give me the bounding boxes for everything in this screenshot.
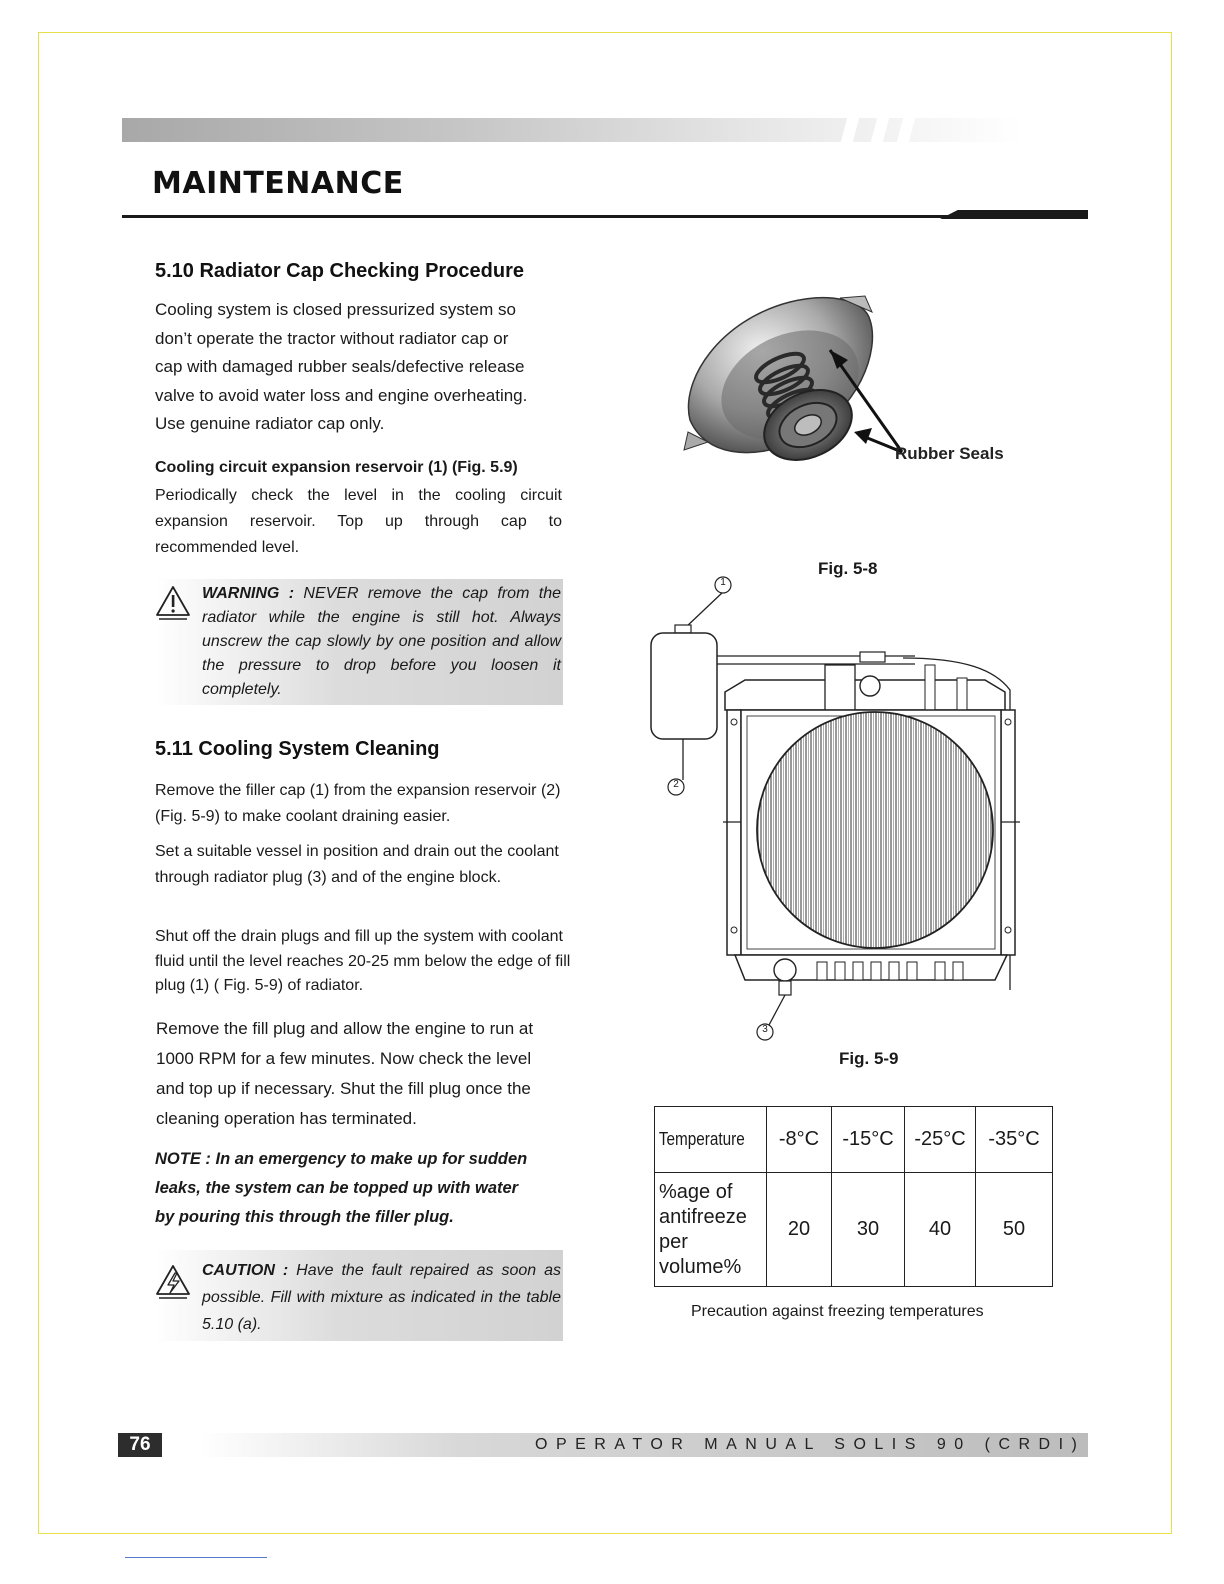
section-511-heading: 5.11 Cooling System Cleaning — [155, 738, 440, 760]
marker-2: 2 — [673, 779, 679, 790]
marker-3: 3 — [762, 1024, 768, 1035]
body-line: and top up if necessary. Shut the fill plug once the — [156, 1079, 531, 1098]
body-line: cleaning operation has terminated. — [156, 1109, 417, 1128]
percent-cell: 40 — [905, 1173, 976, 1287]
body-line: Cooling system is closed pressurized system so — [155, 300, 516, 319]
title-underline-tab — [940, 210, 1088, 219]
warning-triangle-icon — [155, 583, 191, 623]
temp-cell: -25°C — [905, 1107, 976, 1173]
footer-link-underline — [125, 1557, 267, 1558]
section-511-p2: Set a suitable vessel in position and drain out the coolant through radiator plug (3) and of the engine block. — [155, 843, 559, 886]
temp-cell: -35°C — [976, 1107, 1053, 1173]
table-caption: Precaution against freezing temperatures — [691, 1303, 984, 1320]
section-510-heading: 5.10 Radiator Cap Checking Procedure — [155, 260, 525, 282]
warning-label: WARNING : — [202, 585, 295, 602]
warning-text: NEVER remove the cap from the radiator while the engine is still hot. Always unscrew the cap slowly by one position and allow the pressure to drop before you loosen it completely. — [202, 585, 561, 698]
body-line: 1000 RPM for a few minutes. Now check the level — [156, 1049, 532, 1068]
page-number: 76 — [118, 1433, 162, 1457]
body-line: valve to avoid water loss and engine overheating. — [155, 385, 528, 405]
body-line: cap with damaged rubber seals/defective release — [155, 357, 525, 376]
note-line: by pouring this through the filler plug. — [155, 1208, 454, 1226]
section-511-p1: Remove the filler cap (1) from the expansion reservoir (2) (Fig. 5-9) to make coolant draining easier. — [155, 782, 561, 825]
percent-header — [655, 1173, 767, 1287]
caution-box — [155, 1250, 563, 1341]
radiator-diagram — [645, 570, 1025, 1050]
reservoir-subheading: Cooling circuit expansion reservoir (1) (Fig. 5.9) — [155, 459, 518, 476]
note-line: leaks, the system can be topped up with water — [155, 1179, 519, 1197]
temp-cell: -15°C — [832, 1107, 905, 1173]
caution-text-block — [202, 1257, 561, 1338]
percent-header-line: volume% — [659, 1255, 742, 1278]
percent-header-line: per — [659, 1230, 688, 1253]
section-511-p3: Shut off the drain plugs and fill up the system with coolant fluid until the level reaches 20-25 mm below the edge of fill plug (1) ( Fig. 5-9) of radiator. — [155, 928, 571, 994]
fig-5-8-caption: Fig. 5-8 — [818, 559, 878, 578]
fig-5-9-caption: Fig. 5-9 — [839, 1049, 899, 1068]
electric-hazard-icon — [155, 1262, 191, 1302]
reservoir-text: Periodically check the level in the cooling circuit expansion reservoir. Top up through cap to recommended level. — [155, 487, 562, 556]
percent-header-line: antifreeze — [659, 1205, 747, 1228]
antifreeze-table — [654, 1106, 1053, 1287]
percent-header-line: %age of — [659, 1180, 733, 1203]
marker-1: 1 — [720, 577, 726, 588]
body-line: don’t operate the tractor without radiator cap or — [155, 328, 509, 348]
emergency-note — [155, 1145, 575, 1232]
manual-title: OPERATOR MANUAL SOLIS 90 (CRDI) — [535, 1436, 1086, 1453]
temp-cell: -8°C — [767, 1107, 832, 1173]
page-title: MAINTENANCE — [152, 166, 404, 201]
body-line: Use genuine radiator cap only. — [155, 414, 385, 433]
section-511-p4 — [156, 1014, 576, 1134]
percent-cell: 50 — [976, 1173, 1053, 1287]
note-line: NOTE : In an emergency to make up for sudden — [155, 1150, 528, 1168]
rubber-seals-callout: Rubber Seals — [895, 444, 1004, 463]
caution-text: Have the fault repaired as soon as possible. Fill with mixture as indicated in the table 5.10 (a). — [202, 1262, 561, 1333]
section-510-body — [155, 296, 565, 439]
radiator-cap-illustration — [680, 290, 920, 470]
percent-cell: 20 — [767, 1173, 832, 1287]
percent-cell: 30 — [832, 1173, 905, 1287]
body-line: Remove the fill plug and allow the engine to run at — [156, 1019, 534, 1038]
temperature-header: Temperature — [655, 1107, 750, 1173]
warning-box — [155, 579, 563, 705]
warning-text-block — [202, 582, 561, 702]
caution-label: CAUTION : — [202, 1262, 289, 1279]
header-decor-bar — [122, 118, 1022, 142]
